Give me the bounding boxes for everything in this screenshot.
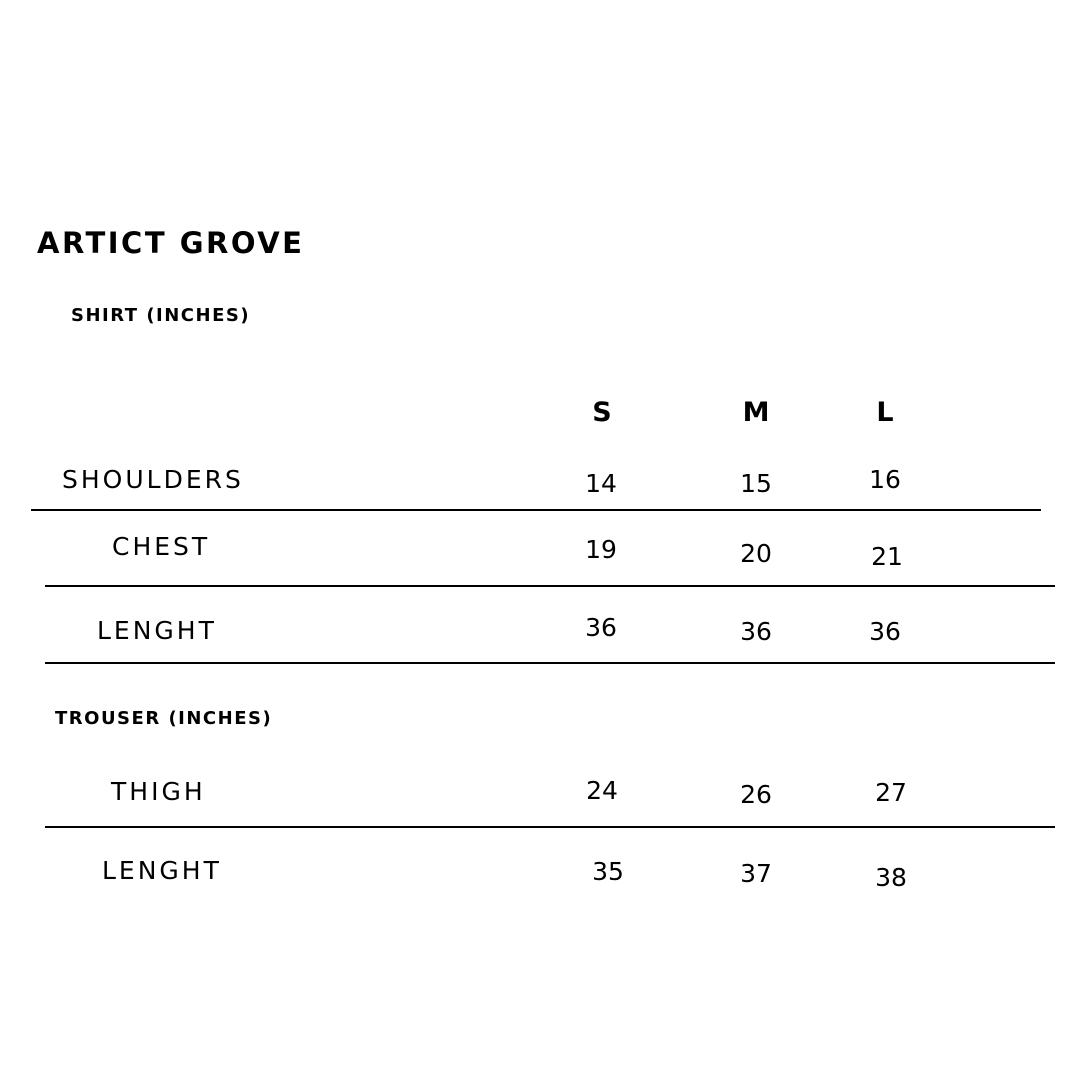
row-label: THIGH [111, 777, 206, 806]
cell-value: 14 [585, 469, 617, 498]
row-label: LENGHT [102, 856, 222, 885]
row-divider [45, 826, 1055, 828]
cell-value: 36 [740, 617, 772, 646]
row-label: LENGHT [97, 616, 217, 645]
cell-value: 21 [871, 542, 903, 571]
cell-value: 35 [592, 857, 624, 886]
row-label: SHOULDERS [62, 465, 244, 494]
cell-value: 27 [875, 778, 907, 807]
brand-title: ARTICT GROVE [37, 226, 305, 260]
cell-value: 20 [740, 539, 772, 568]
cell-value: 37 [740, 859, 772, 888]
cell-value: 19 [585, 535, 617, 564]
size-header-l: L [876, 397, 894, 428]
cell-value: 24 [586, 776, 618, 805]
cell-value: 38 [875, 863, 907, 892]
row-divider [45, 585, 1055, 587]
row-label: CHEST [112, 532, 211, 561]
row-divider [31, 509, 1041, 511]
size-header-m: M [742, 397, 770, 428]
size-header-s: S [592, 397, 612, 428]
cell-value: 36 [585, 613, 617, 642]
row-divider [45, 662, 1055, 664]
cell-value: 15 [740, 469, 772, 498]
shirt-section-title: SHIRT (INCHES) [71, 305, 251, 326]
cell-value: 26 [740, 780, 772, 809]
cell-value: 16 [869, 465, 901, 494]
trouser-section-title: TROUSER (INCHES) [55, 708, 273, 729]
cell-value: 36 [869, 617, 901, 646]
